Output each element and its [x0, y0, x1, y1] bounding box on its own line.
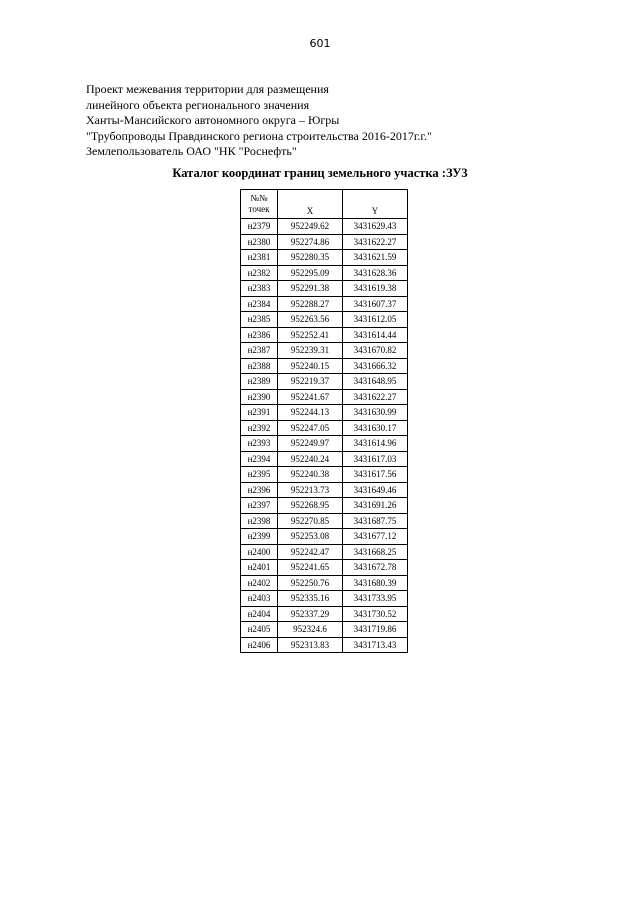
cell-y: 3431614.96	[343, 436, 408, 452]
cell-y: 3431648.95	[343, 374, 408, 390]
table-row	[241, 420, 408, 436]
table-row	[241, 265, 408, 281]
cell-point-id: н2390	[241, 389, 278, 405]
cell-x: 952253.08	[278, 529, 343, 545]
cell-point-id: н2394	[241, 451, 278, 467]
table-row	[241, 637, 408, 653]
table-row	[241, 343, 408, 359]
table-row	[241, 327, 408, 343]
cell-y: 3431617.03	[343, 451, 408, 467]
cell-x: 952213.73	[278, 482, 343, 498]
header-line: Землепользователь ОАО "НК "Роснефть"	[86, 144, 297, 159]
cell-y: 3431649.46	[343, 482, 408, 498]
column-header-point	[241, 190, 278, 219]
cell-x: 952337.29	[278, 606, 343, 622]
table-row	[241, 250, 408, 266]
table-row	[241, 296, 408, 312]
table-row	[241, 281, 408, 297]
table-row	[241, 482, 408, 498]
cell-x: 952274.86	[278, 234, 343, 250]
table-row	[241, 358, 408, 374]
cell-point-id: н2405	[241, 622, 278, 638]
cell-x: 952239.31	[278, 343, 343, 359]
table-row	[241, 498, 408, 514]
cell-x: 952240.15	[278, 358, 343, 374]
table-row	[241, 544, 408, 560]
table-row	[241, 606, 408, 622]
catalog-title: Каталог координат границ земельного участка :ЗУ3	[172, 166, 468, 180]
document-header	[86, 82, 432, 160]
header-line: "Трубопроводы Правдинского региона строительства 2016-2017г.г."	[86, 128, 432, 143]
table-row	[241, 513, 408, 529]
cell-y: 3431733.95	[343, 591, 408, 607]
cell-y: 3431672.78	[343, 560, 408, 576]
table-row	[241, 436, 408, 452]
cell-x: 952250.76	[278, 575, 343, 591]
cell-y: 3431617.56	[343, 467, 408, 483]
cell-x: 952295.09	[278, 265, 343, 281]
cell-x: 952249.97	[278, 436, 343, 452]
cell-y: 3431621.59	[343, 250, 408, 266]
column-header-point-line1: №№	[250, 193, 268, 203]
cell-y: 3431607.37	[343, 296, 408, 312]
cell-point-id: н2406	[241, 637, 278, 653]
cell-y: 3431630.17	[343, 420, 408, 436]
table-row	[241, 467, 408, 483]
column-header-y: Y	[343, 190, 408, 219]
cell-point-id: н2392	[241, 420, 278, 436]
cell-x: 952324.6	[278, 622, 343, 638]
header-line: Ханты-Мансийского автономного округа – Югры	[86, 113, 340, 128]
cell-y: 3431622.27	[343, 389, 408, 405]
cell-x: 952244.13	[278, 405, 343, 421]
cell-x: 952335.16	[278, 591, 343, 607]
cell-x: 952249.62	[278, 219, 343, 235]
table-row	[241, 405, 408, 421]
column-header-point-line2: точек	[248, 204, 270, 214]
cell-x: 952241.67	[278, 389, 343, 405]
cell-y: 3431687.75	[343, 513, 408, 529]
cell-y: 3431691.26	[343, 498, 408, 514]
cell-x: 952242.47	[278, 544, 343, 560]
cell-point-id: н2383	[241, 281, 278, 297]
table-row	[241, 529, 408, 545]
cell-y: 3431670.82	[343, 343, 408, 359]
cell-y: 3431629.43	[343, 219, 408, 235]
cell-point-id: н2386	[241, 327, 278, 343]
cell-x: 952270.85	[278, 513, 343, 529]
cell-y: 3431666.32	[343, 358, 408, 374]
cell-x: 952280.35	[278, 250, 343, 266]
cell-point-id: н2388	[241, 358, 278, 374]
cell-x: 952240.24	[278, 451, 343, 467]
cell-x: 952240.38	[278, 467, 343, 483]
table-header-row	[241, 190, 408, 219]
cell-y: 3431630.99	[343, 405, 408, 421]
header-line: Проект межевания территории для размещения	[86, 82, 329, 96]
table-body	[241, 219, 408, 653]
cell-point-id: н2379	[241, 219, 278, 235]
cell-point-id: н2397	[241, 498, 278, 514]
page-number: 601	[309, 37, 331, 50]
cell-x: 952241.65	[278, 560, 343, 576]
cell-point-id: н2384	[241, 296, 278, 312]
cell-point-id: н2398	[241, 513, 278, 529]
cell-point-id: н2399	[241, 529, 278, 545]
cell-point-id: н2387	[241, 343, 278, 359]
cell-point-id: н2382	[241, 265, 278, 281]
table-row	[241, 622, 408, 638]
cell-y: 3431677.12	[343, 529, 408, 545]
cell-y: 3431614.44	[343, 327, 408, 343]
cell-x: 952268.95	[278, 498, 343, 514]
cell-y: 3431612.05	[343, 312, 408, 328]
coordinates-table	[240, 189, 408, 653]
cell-point-id: н2396	[241, 482, 278, 498]
cell-point-id: н2400	[241, 544, 278, 560]
cell-x: 952263.56	[278, 312, 343, 328]
cell-point-id: н2401	[241, 560, 278, 576]
cell-point-id: н2389	[241, 374, 278, 390]
cell-y: 3431668.25	[343, 544, 408, 560]
cell-y: 3431680.39	[343, 575, 408, 591]
cell-point-id: н2403	[241, 591, 278, 607]
cell-x: 952219.37	[278, 374, 343, 390]
table-row	[241, 560, 408, 576]
table-row	[241, 234, 408, 250]
cell-y: 3431713.43	[343, 637, 408, 653]
cell-x: 952252.41	[278, 327, 343, 343]
cell-y: 3431622.27	[343, 234, 408, 250]
cell-point-id: н2391	[241, 405, 278, 421]
cell-point-id: н2380	[241, 234, 278, 250]
cell-point-id: н2402	[241, 575, 278, 591]
table-row	[241, 219, 408, 235]
table-row	[241, 374, 408, 390]
cell-y: 3431628.36	[343, 265, 408, 281]
table-row	[241, 591, 408, 607]
cell-point-id: н2395	[241, 467, 278, 483]
cell-point-id: н2393	[241, 436, 278, 452]
column-header-x: X	[278, 190, 343, 219]
table-row	[241, 312, 408, 328]
cell-x: 952247.05	[278, 420, 343, 436]
table-row	[241, 389, 408, 405]
cell-point-id: н2404	[241, 606, 278, 622]
cell-y: 3431719.86	[343, 622, 408, 638]
cell-x: 952313.83	[278, 637, 343, 653]
cell-point-id: н2381	[241, 250, 278, 266]
cell-point-id: н2385	[241, 312, 278, 328]
table-row	[241, 575, 408, 591]
cell-y: 3431730.52	[343, 606, 408, 622]
cell-x: 952291.38	[278, 281, 343, 297]
cell-y: 3431619.38	[343, 281, 408, 297]
table-row	[241, 451, 408, 467]
cell-x: 952288.27	[278, 296, 343, 312]
header-line: линейного объекта регионального значения	[86, 97, 310, 112]
